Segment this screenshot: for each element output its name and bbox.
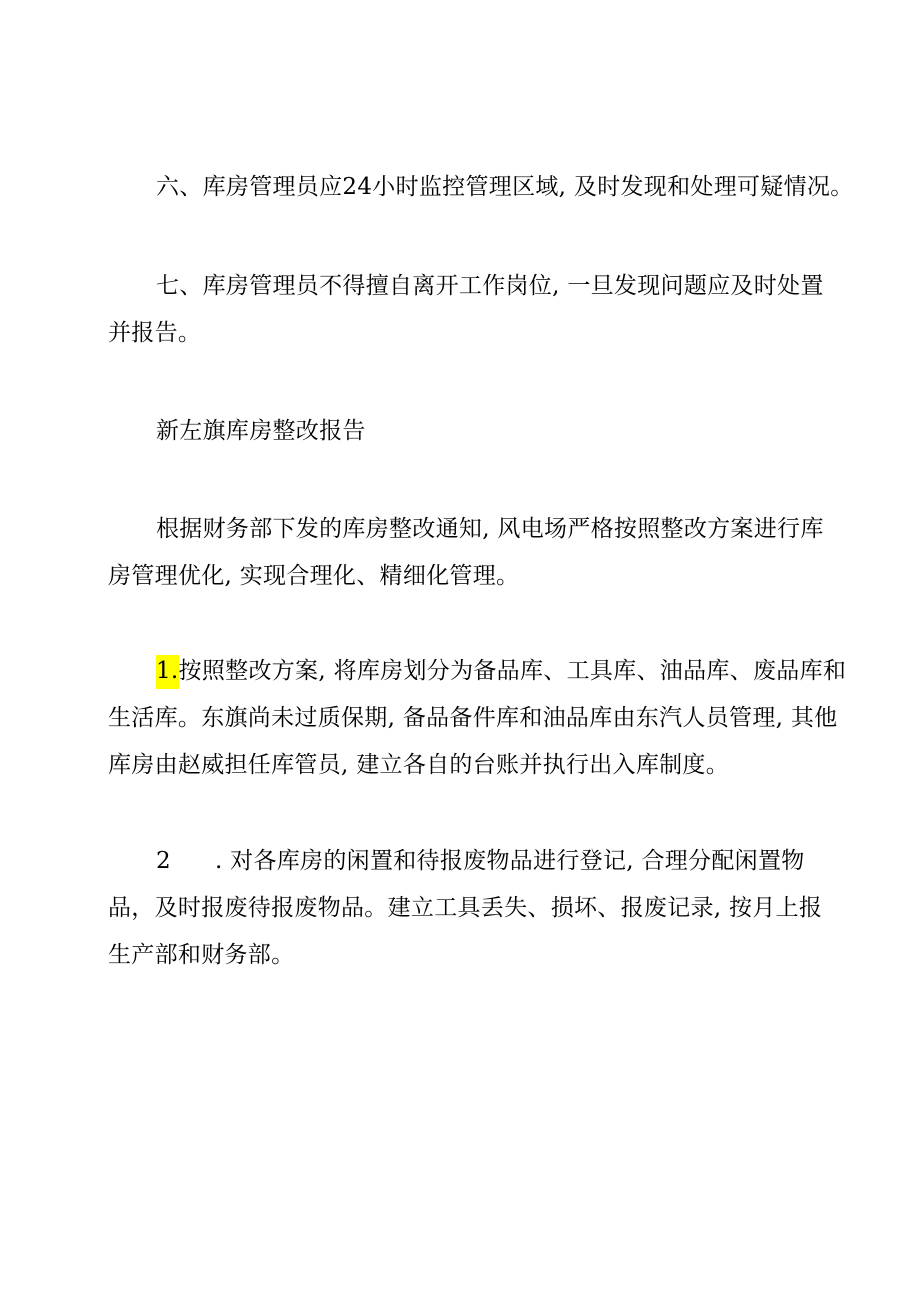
report-heading [108,408,828,455]
report-title: 新左旗库房整改报告 [156,418,366,444]
intro-paragraph [108,506,828,600]
item-two-line-2: 品，及时报废待报废物品。建立工具丢失、损坏、报废记录, 按月上报 [108,895,823,921]
paragraph-six-line-1: 六、库房管理员应24小时监控管理区域, 及时发现和处理可疑情况。 [156,174,854,200]
intro-line-1: 根据财务部下发的库房整改通知, 风电场严格按照整改方案进行库 [156,516,824,542]
intro-line-2: 房管理优化, 实现合理化、精细化管理。 [108,563,520,589]
item-two-line-3: 生产部和财务部。 [108,942,295,968]
item-one-line-1: 1.按照整改方案, 将库房划分为备品库、工具库、油品库、废品库和 [108,648,828,695]
item-two-paragraph [108,838,828,979]
item-one-paragraph [108,648,847,789]
item-one-line-2: 生活库。东旗尚未过质保期, 备品备件库和油品库由东汽人员管理, 其他 [108,705,838,731]
paragraph-six [108,164,854,211]
paragraph-seven [108,263,828,357]
item-two-number: 2 [156,848,171,874]
item-one-line-3: 库房由赵威担任库管员, 建立各自的台账并执行出入库制度。 [108,752,730,778]
paragraph-seven-line-2: 并报告。 [108,320,202,346]
item-one-number-highlight: 1. [156,655,179,689]
paragraph-seven-line-1: 七、库房管理员不得擅自离开工作岗位, 一旦发现问题应及时处置 [156,273,824,299]
item-two-line-1: 2 . 对各库房的闲置和待报废物品进行登记, 合理分配闲置物 [156,848,805,874]
